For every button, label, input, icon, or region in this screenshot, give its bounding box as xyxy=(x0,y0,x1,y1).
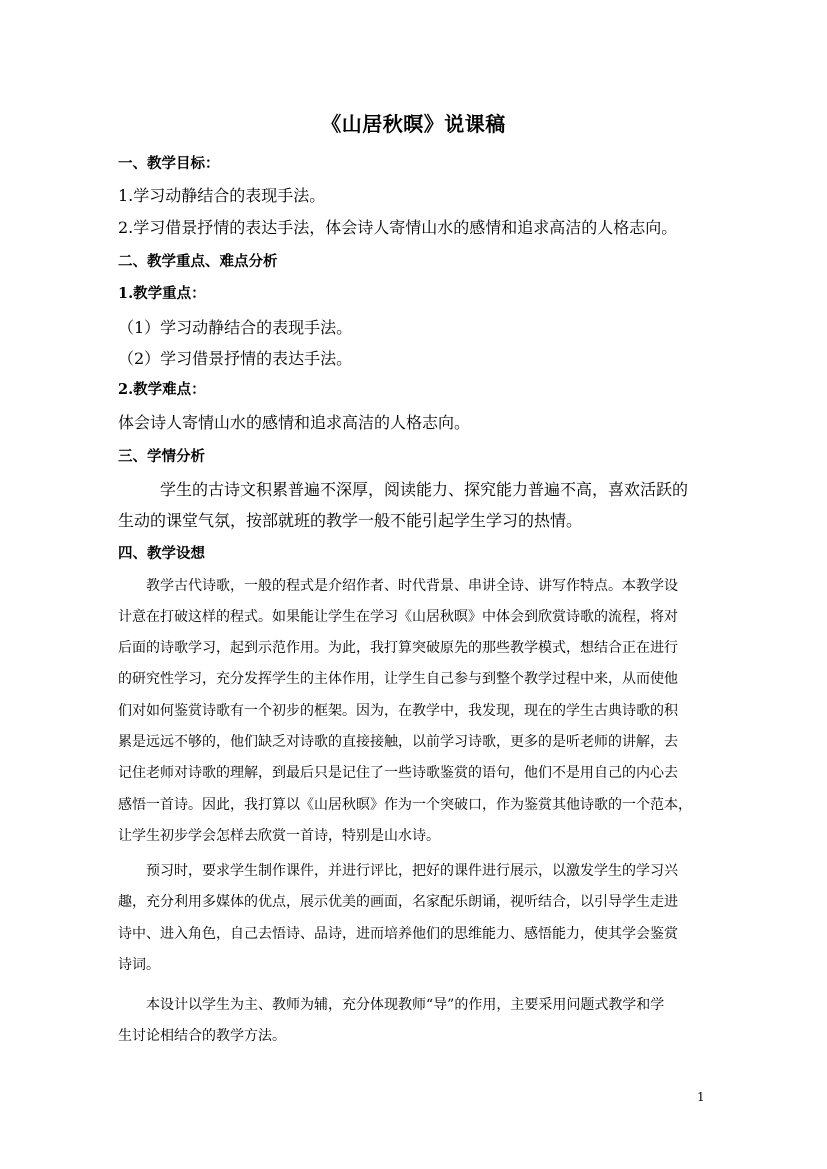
section-4-paragraph-1-line: 后面的诗歌学习，起到示范作用。为此，我打算突破原先的那些教学模式，想结合正在进行 xyxy=(118,640,678,656)
section-4-paragraph-2-line: 诗词。 xyxy=(118,957,160,973)
section-2-sub-heading-2: 2.教学难点： xyxy=(118,381,206,398)
section-2-key-point-1: （1）学习动静结合的表现手法。 xyxy=(118,318,353,337)
section-4-paragraph-1-line: 计意在打破这样的程式。如果能让学生在学习《山居秋暝》中体会到欣赏诗歌的流程，将对 xyxy=(118,609,678,625)
section-4-paragraph-2-line: 预习时，要求学生制作课件，并进行评比，把好的课件进行展示，以激发学生的学习兴 xyxy=(146,863,678,879)
section-2-sub-heading-1: 1.教学重点： xyxy=(118,285,206,302)
section-3-paragraph-line: 学生的古诗文积累普遍不深厚，阅读能力、探究能力普遍不高，喜欢活跃的 xyxy=(160,480,689,499)
section-4-heading: 四、教学设想 xyxy=(118,545,205,562)
section-4-paragraph-1-line: 感悟一首诗。因此，我打算以《山居秋暝》作为一个突破口，作为鉴赏其他诗歌的一个范本， xyxy=(118,797,692,813)
section-4-paragraph-1-line: 教学古代诗歌，一般的程式是介绍作者、时代背景、串讲全诗、讲写作特点。本教学设 xyxy=(146,578,678,594)
section-4-paragraph-1-line: 让学生初步学会怎样去欣赏一首诗，特别是山水诗。 xyxy=(118,828,440,844)
section-4-paragraph-3-line: 本设计以学生为主、教师为辅，充分体现教师“导”的作用，主要采用问题式教学和学 xyxy=(146,997,665,1013)
section-3-heading: 三、学情分析 xyxy=(118,448,205,465)
section-2-difficulty-text: 体会诗人寄情山水的感情和追求高洁的人格志向。 xyxy=(118,413,471,432)
section-1-item-1: 1.学习动静结合的表现手法。 xyxy=(118,186,326,205)
section-1-item-2: 2.学习借景抒情的表达手法，体会诗人寄情山水的感情和追求高洁的人格志向。 xyxy=(118,218,678,237)
section-4-paragraph-1-line: 的研究性学习，充分发挥学生的主体作用，让学生自己参与到整个教学过程中来，从而使他 xyxy=(118,671,678,687)
section-4-paragraph-2-line: 诗中、进入角色，自己去悟诗、品诗，进而培养他们的思维能力、感悟能力，使其学会鉴赏 xyxy=(118,926,678,942)
section-4-paragraph-1-line: 累是远远不够的，他们缺乏对诗歌的直接接触，以前学习诗歌，更多的是听老师的讲解，去 xyxy=(118,734,678,750)
section-2-key-point-2: （2）学习借景抒情的表达手法。 xyxy=(118,349,353,368)
section-3-paragraph-line: 生动的课堂气氛，按部就班的教学一般不能引起学生学习的热情。 xyxy=(118,511,583,530)
section-4-paragraph-2-line: 趣，充分利用多媒体的优点，展示优美的画面，名家配乐朗诵，视听结合，以引导学生走进 xyxy=(118,894,678,910)
page-number: 1 xyxy=(697,1090,705,1104)
section-4-paragraph-1-line: 们对如何鉴赏诗歌有一个初步的框架。因为，在教学中，我发现，现在的学生古典诗歌的积 xyxy=(118,703,678,719)
section-4-paragraph-1-line: 记住老师对诗歌的理解，到最后只是记住了一些诗歌鉴赏的语句，他们不是用自己的内心去 xyxy=(118,765,678,781)
document-title: 《山居秋暝》说课稿 xyxy=(321,112,506,136)
section-2-heading: 二、教学重点、难点分析 xyxy=(118,253,278,270)
section-4-paragraph-3-line: 生讨论相结合的教学方法。 xyxy=(118,1028,286,1044)
section-1-heading: 一、教学目标： xyxy=(118,155,220,172)
